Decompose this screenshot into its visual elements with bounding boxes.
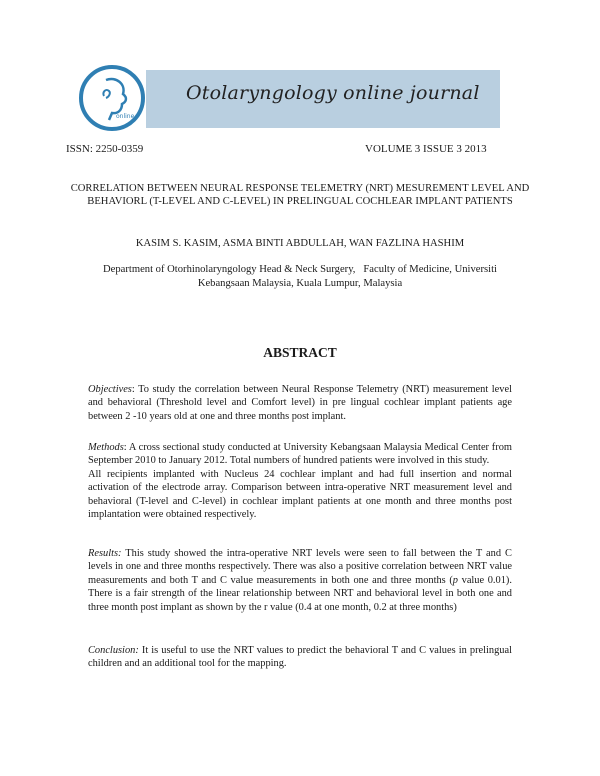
objectives-text: : To study the correlation between Neural Response Telemetry (NRT) measurement level and behavioral (Threshold level and Comfort level) in pre lingual cochlear implant patients age between 2 -10 years old at one and three months post implant. (88, 384, 512, 422)
results-label: Results: (88, 548, 122, 559)
methods-text: : A cross sectional study conducted at University Kebangsaan Malaysia Medical Center from September 2010 to January 2012. Total numbers of hundred patients were involved in this study. (88, 442, 512, 467)
volume-issue: VOLUME 3 ISSUE 3 2013 (365, 143, 487, 155)
methods-section (88, 441, 512, 521)
affiliation-line-1: Department of Otorhinolaryngology Head & Neck Surgery, Faculty of Medicine, Universiti (103, 264, 497, 275)
affiliation (78, 263, 522, 291)
results-text-1: This study showed the intra-operative NRT levels were seen to fall between the T and C levels in one and three months respectively. There was also a positive correlation between NRT value measurements and both T and C value measurements in both one and three months ( (88, 548, 512, 586)
authors: KASIM S. KASIM, ASMA BINTI ABDULLAH, WAN FAZLINA HASHIM (135, 238, 465, 249)
conclusion-label: Conclusion: (88, 645, 139, 656)
methods-text-2: All recipients implanted with Nucleus 24 cochlear implant and had full insertion and normal activation of the electrode array. Comparison between intra-operative NRT measurement level and behavioral (T-level and C-level) in cochlear implant patients at one month and three months post implantation were obtained respectively. (88, 468, 512, 521)
article-title: CORRELATION BETWEEN NEURAL RESPONSE TELEMETRY (NRT) MESUREMENT LEVEL AND BEHAVIORL (T-LEVEL AND C-LEVEL) IN PRELINGUAL COCHLEAR IMPLANT PATIENTS (70, 183, 530, 208)
affiliation-line-2: Kebangsaan Malaysia, Kuala Lumpur, Malaysia (197, 278, 403, 289)
objectives-label: Objectives (88, 384, 132, 395)
results-section (88, 547, 512, 614)
journal-logo-icon (76, 62, 148, 134)
abstract-heading: ABSTRACT (263, 345, 337, 360)
issn: ISSN: 2250-0359 (66, 143, 144, 155)
conclusion-section (88, 644, 512, 671)
journal-title: Otolaryngology online journal (186, 82, 480, 104)
results-text-2: value 0.01). There is a fair strength of the linear relationship between NRT and behavioral level in both one and three month post implant as shown by the r value (0.4 at one month, 0.2 at three months) (88, 574, 512, 613)
objectives-section (88, 383, 512, 423)
conclusion-text: It is useful to use the NRT values to predict the behavioral T and C values in prelingual children and an additional tool for the mapping. (88, 645, 512, 670)
logo-text: online (116, 113, 135, 120)
methods-label: Methods (88, 442, 124, 453)
results-p-symbol: p (452, 574, 458, 586)
